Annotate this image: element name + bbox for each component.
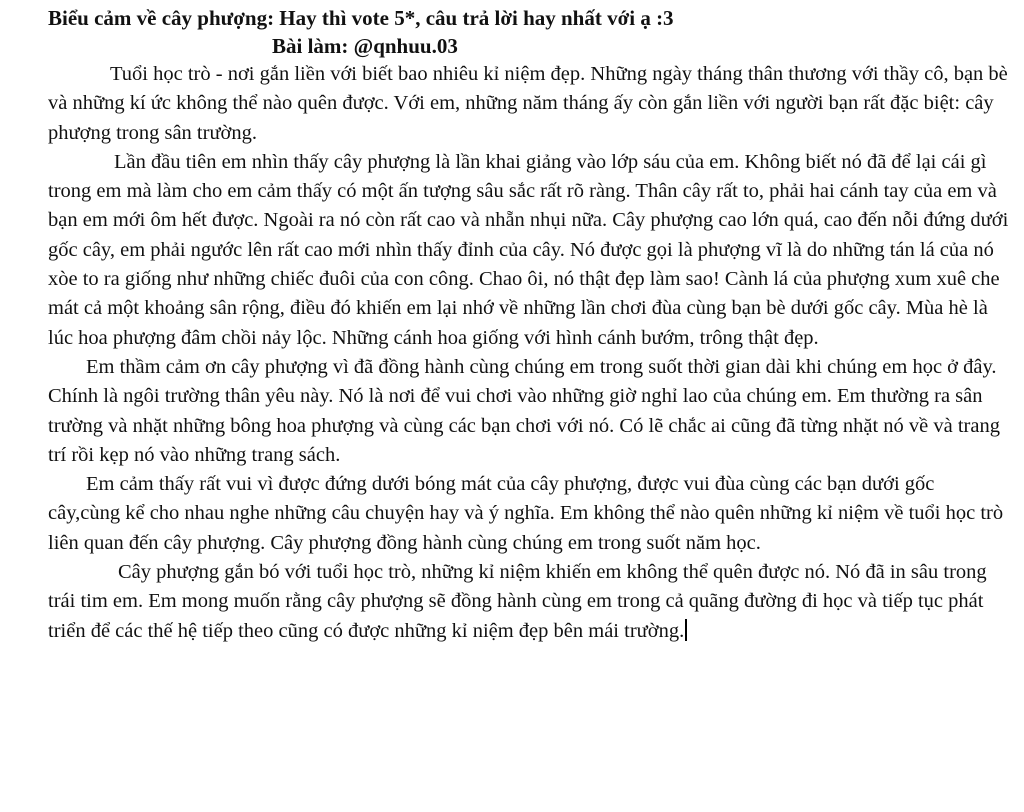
document-body — [48, 4, 1010, 646]
paragraph-4: Em cảm thấy rất vui vì được đứng dưới bóng mát của cây phượng, được vui đùa cùng các bạn dưới gốc cây,cùng kể cho nhau nghe những câu chuyện hay và ý nghĩa. Em không thể nào quên những kỉ niệm về tuổi học trò liên quan đến cây phượng. Cây phượng đồng hành cùng chúng em trong suốt năm học. — [48, 473, 1004, 554]
document-title: Biểu cảm về cây phượng: Hay thì vote 5*, câu trả lời hay nhất với ạ :3 — [48, 6, 674, 30]
paragraph-5-text: Cây phượng gắn bó với tuổi học trò, những kỉ niệm khiến em không thể quên được nó. Nó đã in sâu trong trái tim em. Em mong muốn rằng cây phượng sẽ đồng hành cùng em trong cả quãng đường đi học và tiếp tục phát triển để các thế hệ tiếp theo cũng có được những kỉ niệm đẹp bên mái trường. — [48, 561, 987, 642]
paragraph-2: Lần đầu tiên em nhìn thấy cây phượng là lần khai giảng vào lớp sáu của em. Không biết nó đã để lại cái gì trong em mà làm cho em cảm thấy có một ấn tượng sâu sắc rất rõ ràng. Thân cây rất to, phải hai cánh tay của em và bạn em mới ôm hết được. Ngoài ra nó còn rất cao và nhẵn nhụi nữa. Cây phượng cao lớn quá, cao đến nỗi đứng dưới gốc cây, em phải ngước lên rất cao mới nhìn thấy đỉnh của cây. Nó được gọi là phượng vĩ là do những tán lá của nó xòe to ra giống như những chiếc đuôi của con công. Chao ôi, nó thật đẹp làm sao! Cành lá của phượng xum xuê che mát cả một khoảng sân rộng, điều đó khiến em lại nhớ về những lần chơi đùa cùng bạn bè dưới gốc cây. Mùa hè là lúc hoa phượng đâm chồi nảy lộc. Những cánh hoa giống với hình cánh bướm, trông thật đẹp. — [48, 150, 1009, 349]
paragraph-5[interactable] — [48, 558, 1010, 646]
text-cursor — [685, 619, 687, 641]
paragraph-3: Em thầm cảm ơn cây phượng vì đã đồng hành cùng chúng em trong suốt thời gian dài khi chúng em học ở đây. Chính là ngôi trường thân yêu này. Nó là nơi để vui chơi vào những giờ nghỉ lao của chúng em. Em thường ra sân trường và nhặt những bông hoa phượng và cùng các bạn chơi với nó. Có lẽ chắc ai cũng đã từng nhặt nó về và trang trí rồi kẹp nó vào những trang sách. — [48, 355, 1000, 466]
paragraph-1: Tuổi học trò - nơi gắn liền với biết bao nhiêu kỉ niệm đẹp. Những ngày tháng thân thương với thầy cô, bạn bè và những kí ức không thể nào quên được. Với em, những năm tháng ấy còn gắn liền với người bạn rất đặc biệt: cây phượng trong sân trường. — [48, 63, 1008, 144]
document-byline: Bài làm: @qnhuu.03 — [272, 34, 458, 58]
